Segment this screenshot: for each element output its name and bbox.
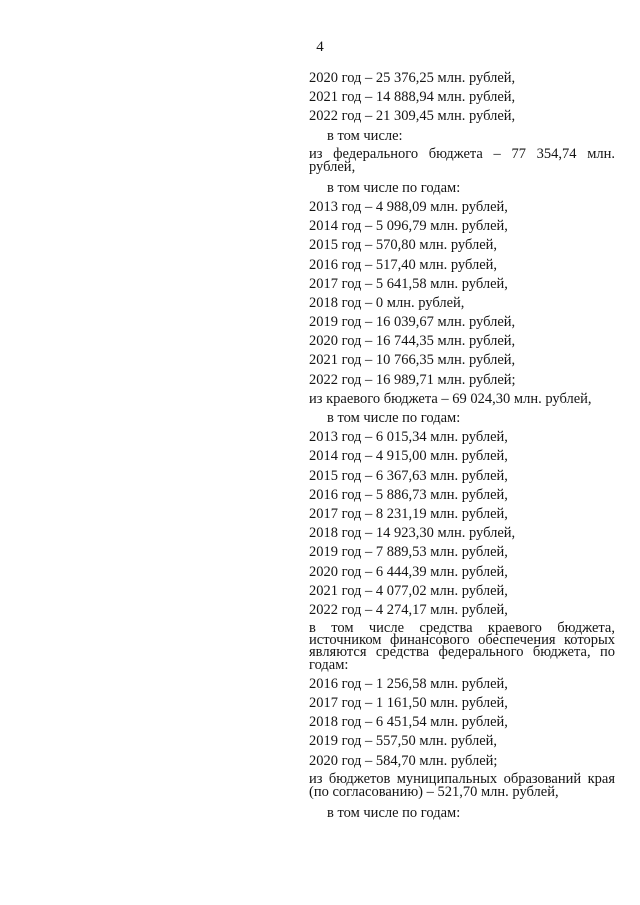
regional-by-years-label: в том числе по годам:: [327, 410, 461, 426]
federal-by-years-label: в том числе по годам:: [327, 179, 461, 196]
federal-year-line: 2017 год – 5 641,58 млн. рублей,: [309, 275, 508, 292]
page-number: 4: [316, 39, 324, 55]
federal-year-line: 2013 год – 4 988,09 млн. рублей,: [309, 198, 508, 215]
federal-year-line: 2014 год – 5 096,79 млн. рублей,: [309, 218, 508, 235]
municipal-by-years-label: в том числе по годам:: [327, 804, 461, 821]
regional-year-line: 2016 год – 5 886,73 млн. рублей,: [309, 486, 508, 503]
year-line: 2020 год – 25 376,25 млн. рублей,: [309, 70, 516, 86]
federal-budget-paragraph: из федерального бюджета – 77 354,74 млн. рублей,: [309, 145, 615, 176]
federal-year-line: 2019 год – 16 039,67 млн. рублей,: [309, 314, 516, 331]
regional-year-line: 2014 год – 4 915,00 млн. рублей,: [309, 448, 508, 465]
federal-year-line: 2016 год – 517,40 млн. рублей,: [309, 256, 498, 273]
regional-year-line: 2013 год – 6 015,34 млн. рублей,: [309, 429, 508, 446]
federal-year-line: 2015 год – 570,80 млн. рублей,: [309, 237, 498, 254]
regional-year-line: 2022 год – 4 274,17 млн. рублей,: [309, 601, 508, 618]
regional-year-line: 2018 год – 14 923,30 млн. рублей,: [309, 525, 516, 542]
regional-federal-source-year-line: 2019 год – 557,50 млн. рублей,: [309, 733, 498, 750]
regional-year-line: 2017 год – 8 231,19 млн. рублей,: [309, 505, 508, 522]
municipal-budget-paragraph: из бюджетов муниципальных образований края (по согласованию) – 521,70 млн. рублей,: [309, 770, 615, 801]
federal-year-line: 2022 год – 16 989,71 млн. рублей;: [309, 371, 516, 388]
regional-federal-source-year-line: 2017 год – 1 161,50 млн. рублей,: [309, 695, 508, 712]
regional-federal-source-year-line: 2018 год – 6 451,54 млн. рублей,: [309, 714, 508, 731]
federal-year-line: 2018 год – 0 млн. рублей,: [309, 294, 465, 311]
year-line: 2021 год – 14 888,94 млн. рублей,: [309, 89, 516, 106]
federal-year-line: 2020 год – 16 744,35 млн. рублей,: [309, 333, 516, 350]
regional-budget-line: из краевого бюджета – 69 024,30 млн. рублей,: [309, 390, 592, 407]
regional-year-line: 2019 год – 7 889,53 млн. рублей,: [309, 544, 508, 561]
regional-federal-source-year-line: 2016 год – 1 256,58 млн. рублей,: [309, 675, 508, 692]
regional-year-line: 2020 год – 6 444,39 млн. рублей,: [309, 563, 508, 580]
document-body: [309, 69, 615, 823]
year-line: 2022 год – 21 309,45 млн. рублей,: [309, 108, 516, 125]
regional-federal-source-year-line: 2020 год – 584,70 млн. рублей;: [309, 752, 498, 769]
federal-year-line: 2021 год – 10 766,35 млн. рублей,: [309, 352, 516, 369]
regional-year-line: 2015 год – 6 367,63 млн. рублей,: [309, 467, 508, 484]
in-total-label: в том числе:: [327, 127, 403, 144]
regional-year-line: 2021 год – 4 077,02 млн. рублей,: [309, 582, 508, 599]
regional-federal-source-paragraph: в том числе средства краевого бюджета, источником финансового обеспечения которых являются средства федерального бюджета, по годам:: [309, 620, 615, 673]
